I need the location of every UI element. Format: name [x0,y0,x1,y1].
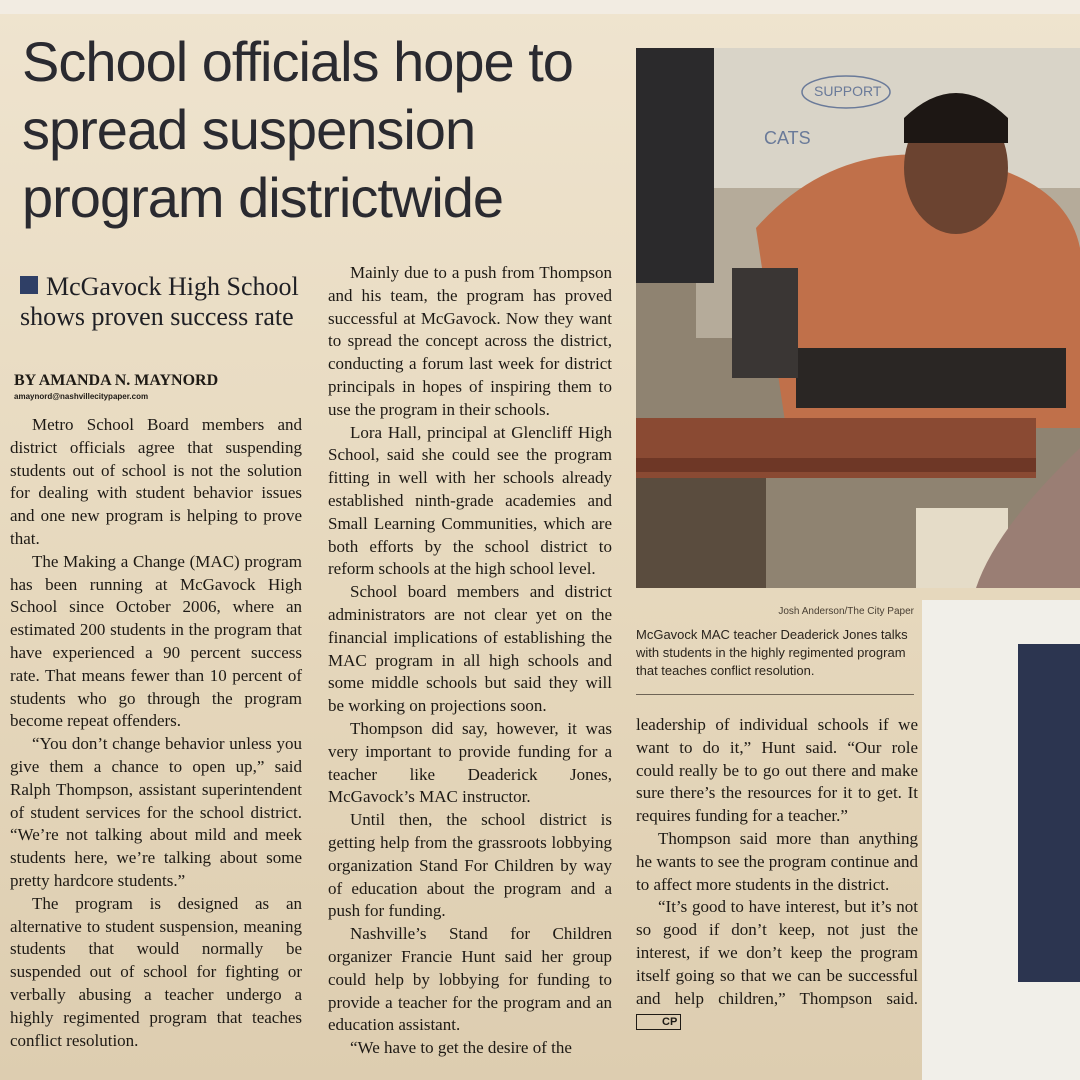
paragraph: “You don’t change behavior unless you give them a chance to open up,” said Ralph Thompson, assistant superintendent of student services for the school district. “We’re not talking about mild and meek students here, we’re talking about some pretty hardcore students.” [10,734,302,890]
board-word: SUPPORT [814,83,882,99]
article-column-3 [636,714,918,1033]
paragraph: Thompson did say, however, it was very important to provide funding for a teacher like Deaderick Jones, McGavock’s MAC instructor. [328,718,612,807]
byline-email: amaynord@nashvillecitypaper.com [14,392,149,401]
bullet-square-icon [20,276,38,294]
end-mark-badge: CP [636,1014,681,1030]
board-word: CATS [764,128,811,148]
paragraph-text: “It’s good to have interest, but it’s not so good if don’t keep, not just the interest, if we don’t keep the program itself going so that we can be successful and help children,” Thompson said. [636,897,918,1008]
article-column-1 [10,414,302,1052]
byline: BY AMANDA N. MAYNORD [14,372,219,389]
photo-credit: Josh Anderson/The City Paper [778,606,914,617]
paragraph: Mainly due to a push from Thompson and his team, the program has proved successful at McGavock. Now they want to spread the concept across the district, conducting a forum last week for district principals in hopes of inspiring them to use the program in their schools. [328,263,612,419]
paragraph: Thompson said more than anything he wants to see the program continue and to affect more students in the district. [636,828,918,894]
page-edge [0,0,1080,14]
article-column-2 [328,262,612,1060]
paragraph: School board members and district administrators are not clear yet on the financial implications of establishing the MAC program in all high schools and some middle schools but said they will be working on projections soon. [328,582,612,716]
paragraph: The Making a Change (MAC) program has been running at McGavock High School since October 2006, where an estimated 200 students in the program that have experienced a 90 percent success rate. That means fewer than 10 percent of students who go through the program become repeat offenders. [10,551,302,731]
photo-illustration [636,48,1080,588]
paragraph: Lora Hall, principal at Glencliff High School, said she could see the program fitting in well with her schools already established ninth-grade academies and Small Learning Communities, which are both efforts by the school district to reform schools at the high school level. [328,422,612,579]
paragraph: The program is designed as an alternative to student suspension, meaning students that would normally be suspended out of school for fighting or verbally abusing a teacher undergo a highly regimented program that teaches conflict resolution. [10,893,302,1050]
paragraph: “We have to get the desire of the [350,1038,572,1058]
deck [20,272,320,332]
paragraph [636,896,918,1033]
caption-divider [636,694,914,695]
paragraph: Metro School Board members and district officials agree that suspending students out of school is not the solution for dealing with student behavior issues and one new program is helping to prove that. [10,415,302,548]
paragraph: leadership of individual schools if we want to do it,” Hunt said. “Our role could really be to go out there and make sure there’s the resources for it to get. It requires funding for a teacher.” [636,715,918,826]
paragraph: Until then, the school district is getting help from the grassroots lobbying organization Stand For Children by way of education about the program and a push for funding. [328,810,612,921]
deck-text: McGavock High School shows proven success rate [20,272,299,331]
adjacent-blue-block [1018,644,1080,982]
headline: School officials hope to spread suspension program districtwide [22,30,573,229]
paragraph: Nashville’s Stand for Children organizer Francie Hunt said her group could help by lobbying for funding to provide a teacher for the program and an education assistant. [328,924,612,1035]
article-photo [636,48,1080,588]
photo-caption: McGavock MAC teacher Deaderick Jones talks with students in the highly regimented program that teaches conflict resolution. [636,627,908,678]
